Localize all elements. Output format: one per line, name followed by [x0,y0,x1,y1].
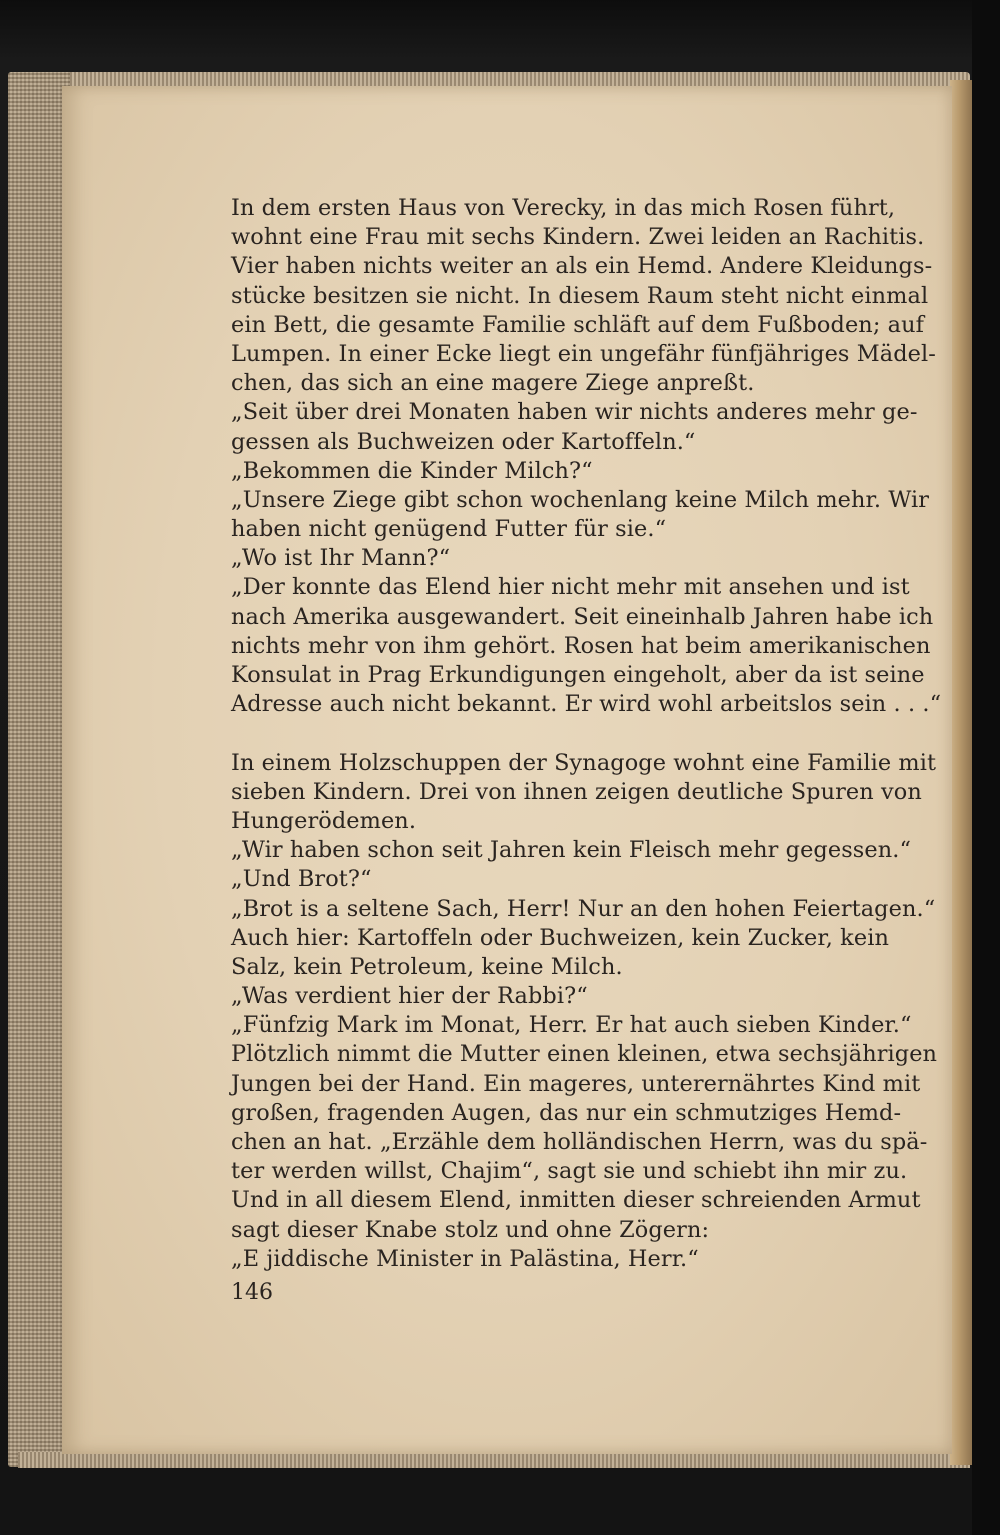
text-line: wohnt eine Frau mit sechs Kindern. Zwei leiden an Rachitis. [231,224,925,251]
text-line: „Seit über drei Monaten haben wir nichts anderes mehr ge- [231,399,918,426]
text-line: In dem ersten Haus von Verecky, in das mich Rosen führt, [231,195,896,221]
text-line: Adresse auch nicht bekannt. Er wird wohl arbeitslos sein . . .“ [231,691,942,718]
paragraph-2 [231,749,938,1274]
page-stack-edge [950,80,972,1465]
text-line: ein Bett, die gesamte Familie schläft auf dem Fußboden; auf [231,311,925,338]
text-line: gessen als Buchweizen oder Kartoffeln.“ [231,428,696,455]
text-line: „Fünfzig Mark im Monat, Herr. Er hat auch sieben Kinder.“ [231,1012,912,1039]
text-line: Auch hier: Kartoffeln oder Buchweizen, kein Zucker, kein [231,924,889,951]
text-line: „Wo ist Ihr Mann?“ [231,545,451,572]
text-line: „E jiddische Minister in Palästina, Herr.“ [231,1245,699,1272]
text-line: In einem Holzschuppen der Synagoge wohnt eine Familie mit [231,749,937,776]
text-line: „Wir haben schon seit Jahren kein Fleisch mehr gegessen.“ [231,837,912,864]
text-line: haben nicht genügend Futter für sie.“ [231,516,667,543]
text-line: großen, fragenden Augen, das nur ein schmutziges Hemd- [231,1099,902,1126]
text-line: chen, das sich an eine magere Ziege anpreßt. [231,370,755,397]
text-line: „Der konnte das Elend hier nicht mehr mit ansehen und ist [231,574,910,601]
text-line: Salz, kein Petroleum, keine Milch. [231,953,623,980]
text-line: Konsulat in Prag Erkundigungen eingeholt, aber da ist seine [231,662,925,688]
text-line: nichts mehr von ihm gehört. Rosen hat beim amerikanischen [231,632,931,659]
text-line: chen an hat. „Erzähle dem holländischen Herrn, was du spä- [231,1129,928,1155]
text-line: nach Amerika ausgewandert. Seit eineinhalb Jahren habe ich [231,603,934,630]
text-line: „Und Brot?“ [231,866,372,893]
text-line: Plötzlich nimmt die Mutter einen kleinen, etwa sechsjährigen [231,1041,938,1068]
text-line: „Was verdient hier der Rabbi?“ [231,983,588,1010]
text-line: Jungen bei der Hand. Ein mageres, unterernährtes Kind mit [231,1070,921,1097]
book-cover-left-edge [8,72,70,1467]
text-line: Vier haben nichts weiter an als ein Hemd. Andere Kleidungs- [231,253,933,280]
text-line: „Brot is a seltene Sach, Herr! Nur an den hohen Feiertagen.“ [231,895,936,922]
text-line: Hungerödemen. [231,807,417,834]
book-cover-bottom-edge [18,1452,970,1468]
paragraph-1 [231,194,942,719]
paragraph-gap [231,719,861,748]
text-line: „Bekommen die Kinder Milch?“ [231,457,593,484]
text-line: sieben Kindern. Drei von ihnen zeigen deutliche Spuren von [231,778,922,805]
text-line: ter werden willst, Chajim“, sagt sie und schiebt ihn mir zu. [231,1158,908,1185]
text-line: Lumpen. In einer Ecke liegt ein ungefähr fünfjähriges Mädel- [231,340,936,367]
text-line: sagt dieser Knabe stolz und ohne Zögern: [231,1216,710,1243]
scanner-background-right [972,0,1000,1535]
page-number: 146 [231,1280,273,1305]
text-line: Und in all diesem Elend, inmitten dieser schreienden Armut [231,1187,921,1214]
text-line: stücke besitzen sie nicht. In diesem Raum steht nicht einmal [231,282,929,309]
body-text [231,194,942,1274]
text-line: „Unsere Ziege gibt schon wochenlang keine Milch mehr. Wir [231,486,930,513]
